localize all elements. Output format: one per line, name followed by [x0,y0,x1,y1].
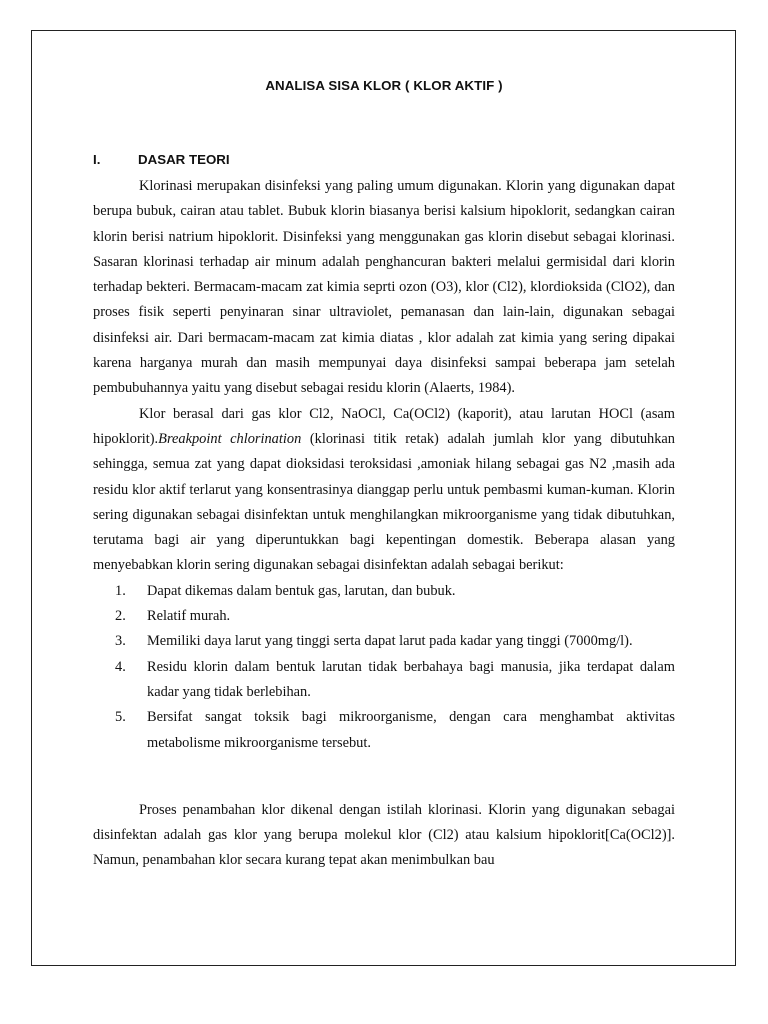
list-item-text: Relatif murah. [147,608,231,625]
list-item-number: 2. [115,608,126,625]
section-number: I. [93,152,101,167]
list-item-text: Dapat dikemas dalam bentuk gas, larutan, dan bubuk. [147,582,456,599]
paragraph-klor-berasal [93,402,675,579]
italic-term: Breakpoint chlorination [158,430,302,447]
list-item-number: 1. [115,582,126,599]
list-item-text: Residu klorin dalam bentuk larutan tidak berbahaya bagi manusia, jika terdapat dalam kadar yang tidak berlebihan. [147,658,675,700]
list-item-number: 3. [115,633,126,650]
list-item [93,655,675,706]
list-item-text: Memiliki daya larut yang tinggi serta dapat larut pada kadar yang tinggi (7000mg/l). [147,633,633,650]
list-item [93,705,675,756]
reasons-list [93,579,675,756]
paragraph-text: Klor berasal dari gas klor Cl2, NaOCl, Ca(OCl2) (kaporit), atau larutan HOCl (asam hipoklorit). [93,405,675,447]
section-title: DASAR TEORI [138,152,230,167]
spacer [93,756,675,798]
list-item [93,629,675,654]
list-item [93,579,675,604]
paragraph-klorinasi: Klorinasi merupakan disinfeksi yang paling umum digunakan. Klorin yang digunakan dapat berupa bubuk, cairan atau tablet. Bubuk klorin biasanya berisi kalsium hipoklorit, sedangkan cairan klorin berisi natrium hipoklorit. Disinfeksi yang menggunakan gas klorin disebut sebagai klorinasi. Sasaran klorinasi terhadap air minum adalah penghancuran bakteri melalui germisidal dari klorin terhadap bekteri. Bermacam-macam zat kimia seprti ozon (O3), klor (Cl2), klordioksida (ClO2), dan proses fisik seperti penyinaran sinar ultraviolet, pemanasan dan lain-lain, digunakan sebagai disinfeksi air. Dari bermacam-macam zat kimia diatas , klor adalah zat kimia yang sering dipakai karena harganya murah dan masih mempunyai daya disinfeksi sampai beberapa jam setelah pembubuhannya yaitu yang disebut sebagai residu klorin (Alaerts, 1984). [93,178,675,397]
list-item-number: 4. [115,658,126,675]
paragraph-text: (klorinasi titik retak) adalah jumlah klor yang dibutuhkan sehingga, semua zat yang dapat dioksidasi teroksidasi ,amoniak hilang sebagai gas N2 ,masih ada residu klor aktif terlarut yang konsentrasinya dianggap perlu untuk pembasmi kuman-kuman. Klorin sering digunakan sebagai disinfektan untuk menghilangkan mikroorganisme yang tidak dibutuhkan, terutama bagi air yang diperuntukkan bagi kepentingan domestik. Beberapa alasan yang menyebabkan klorin sering digunakan sebagai disinfektan adalah sebagai berikut: [93,430,675,574]
document-body [93,174,675,874]
list-item-number: 5. [115,709,126,726]
list-item-text: Bersifat sangat toksik bagi mikroorganisme, dengan cara menghambat aktivitas metabolisme mikroorganisme tersebut. [147,709,675,751]
paragraph-proses: Proses penambahan klor dikenal dengan istilah klorinasi. Klorin yang digunakan sebagai disinfektan adalah gas klor yang berupa molekul klor (Cl2) atau kalsium hipoklorit[Ca(OCl2)]. Namun, penambahan klor secara kurang tepat akan menimbulkan bau [93,801,675,869]
list-item [93,604,675,629]
document-title: ANALISA SISA KLOR ( KLOR AKTIF ) [265,78,503,93]
